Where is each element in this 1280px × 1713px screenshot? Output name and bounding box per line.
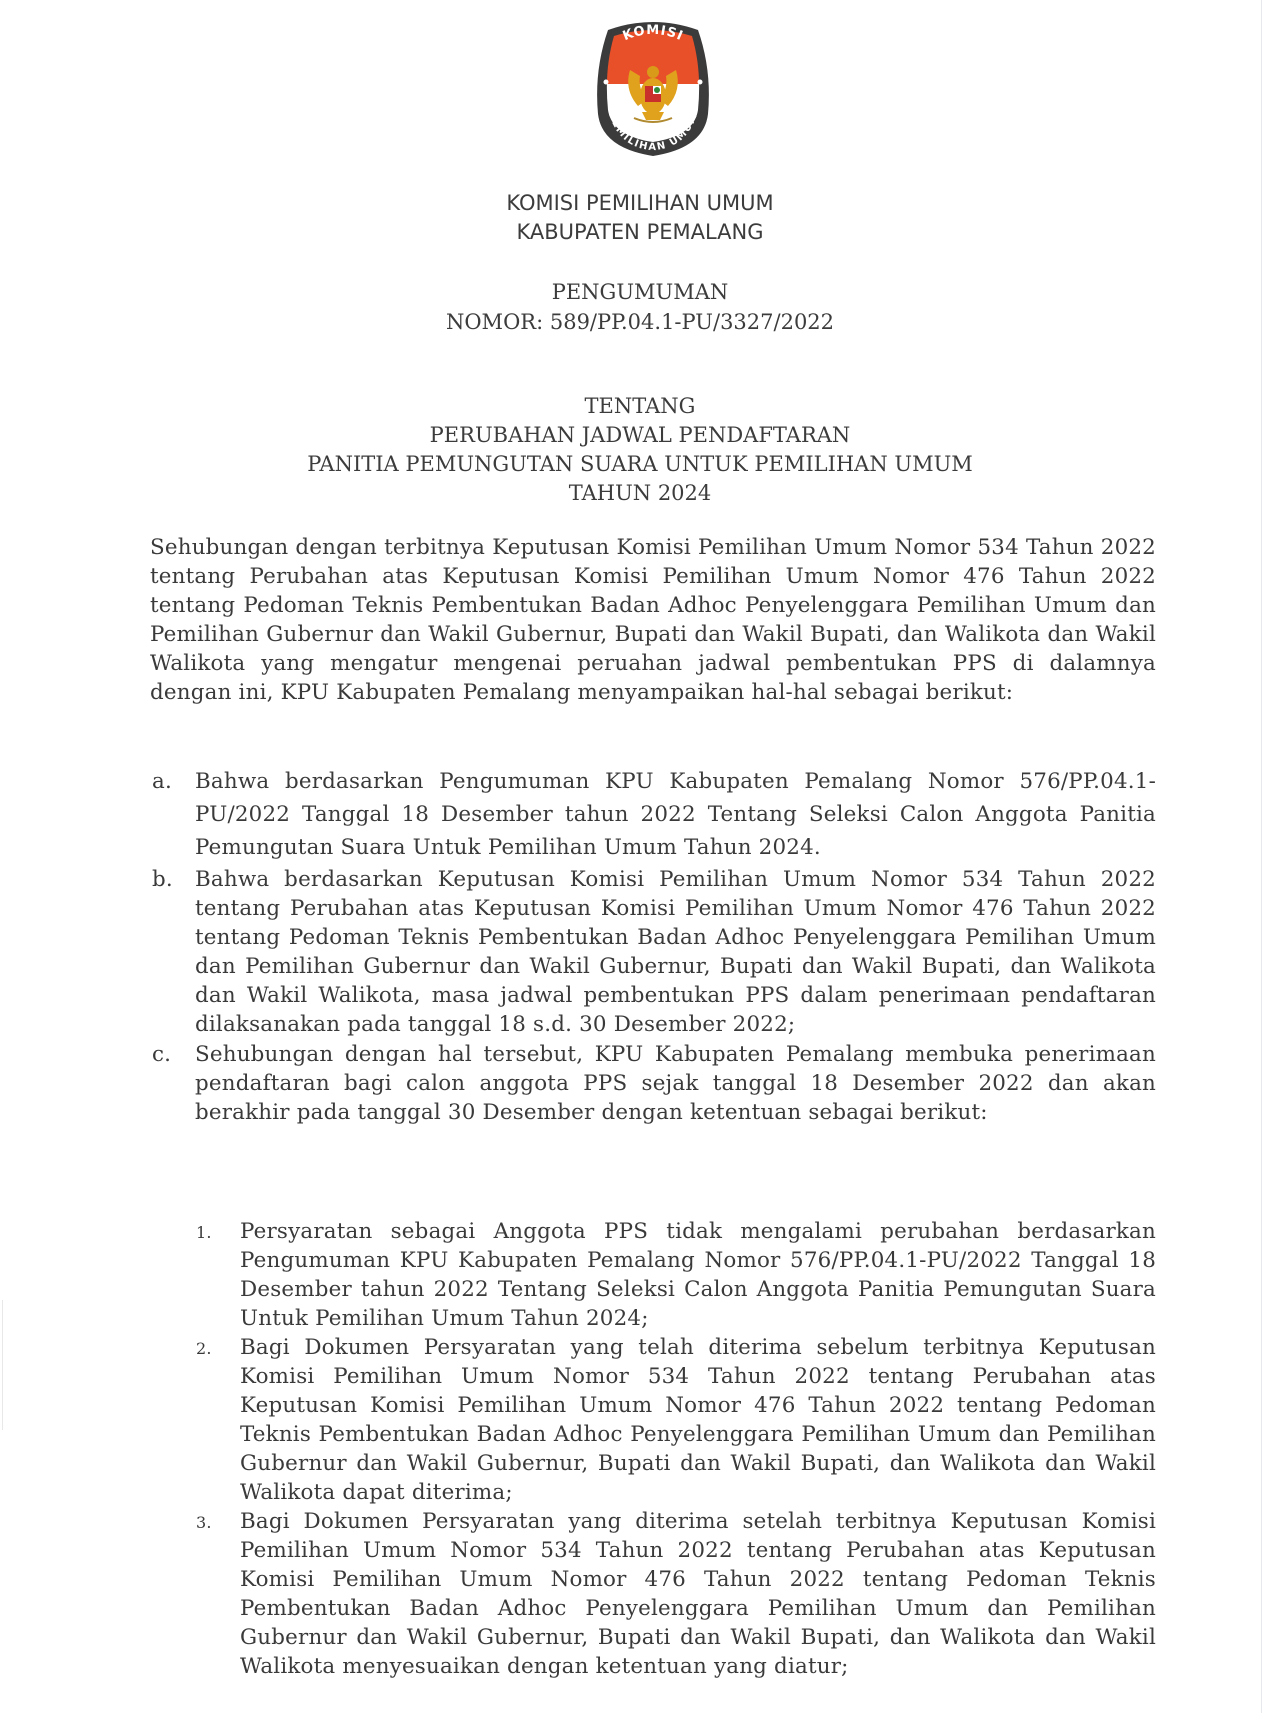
document-number: NOMOR: 589/PP.04.1-PU/3327/2022 bbox=[445, 310, 835, 334]
list-item bbox=[196, 1333, 1156, 1507]
list-item-text: Bahwa berdasarkan Pengumuman KPU Kabupaten Pemalang Nomor 576/PP.04.1-PU/2022 Tanggal 18 Desember tahun 2022 Tentang Seleksi Calon Anggota Panitia Pemungutan Suara Untuk Pemilihan Umum Tahun 2024. bbox=[195, 769, 1156, 860]
scan-edge-line-left bbox=[2, 1300, 3, 1430]
list-marker: 3. bbox=[196, 1513, 212, 1532]
org-regency: KABUPATEN PEMALANG bbox=[516, 220, 764, 244]
list-item bbox=[150, 1040, 1156, 1127]
list-marker: a. bbox=[152, 769, 172, 794]
document-type: PENGUMUMAN bbox=[551, 280, 729, 304]
list-item-text: Persyaratan sebagai Anggota PPS tidak mengalami perubahan berdasarkan Pengumuman KPU Kabupaten Pemalang Nomor 576/PP.04.1-PU/2022 Tanggal 18 Desember tahun 2022 Tentang Seleksi Calon Anggota Panitia Pemungutan Suara Untuk Pemilihan Umum Tahun 2024; bbox=[240, 1219, 1156, 1331]
list-marker: 1. bbox=[196, 1223, 212, 1242]
list-item bbox=[150, 765, 1156, 864]
list-item bbox=[196, 1217, 1156, 1333]
subject-line: PERUBAHAN JADWAL PENDAFTARAN bbox=[429, 423, 851, 447]
list-item bbox=[150, 865, 1156, 1039]
org-name: KOMISI PEMILIHAN UMUM bbox=[506, 191, 774, 215]
list-marker: c. bbox=[152, 1042, 172, 1067]
subject-line: TAHUN 2024 bbox=[568, 481, 712, 505]
announcement-heading bbox=[0, 277, 1280, 337]
scan-edge-line bbox=[1261, 0, 1262, 1713]
list-item-text: Bagi Dokumen Persyaratan yang diterima setelah terbitnya Keputusan Komisi Pemilihan Umum Nomor 534 Tahun 2022 tentang Perubahan atas Keputusan Komisi Pemilihan Umum Nomor 476 Tahun 2022 tentang Pedoman Teknis Pembentukan Badan Adhoc Penyelenggara Pemilihan Umum dan Pemilihan Gubernur dan Wakil Gubernur, Bupati dan Wakil Bupati, dan Walikota dan Wakil Walikota menyesuaikan dengan ketentuan yang diatur; bbox=[240, 1509, 1156, 1679]
kpu-logo bbox=[594, 20, 712, 158]
list-item-text: Sehubungan dengan hal tersebut, KPU Kabupaten Pemalang membuka penerimaan pendaftaran bagi calon anggota PPS sejak tanggal 18 Desember 2022 dan akan berakhir pada tanggal 30 Desember dengan ketentuan sebagai berikut: bbox=[195, 1042, 1156, 1125]
list-item-text: Bahwa berdasarkan Keputusan Komisi Pemilihan Umum Nomor 534 Tahun 2022 tentang Perubahan atas Keputusan Komisi Pemilihan Umum Nomor 476 Tahun 2022 tentang Pedoman Teknis Pembentukan Badan Adhoc Penyelenggara Pemilihan Umum dan Pemilihan Gubernur dan Wakil Gubernur, Bupati dan Wakil Bupati, dan Walikota dan Wakil Walikota, masa jadwal pembentukan PPS dalam penerimaan pendaftaran dilaksanakan pada tanggal 18 s.d. 30 Desember 2022; bbox=[195, 867, 1156, 1037]
list-item-text: Bagi Dokumen Persyaratan yang telah diterima sebelum terbitnya Keputusan Komisi Pemilihan Umum Nomor 534 Tahun 2022 tentang Perubahan atas Keputusan Komisi Pemilihan Umum Nomor 476 Tahun 2022 tentang Pedoman Teknis Pembentukan Badan Adhoc Penyelenggara Pemilihan Umum dan Pemilihan Gubernur dan Wakil Gubernur, Bupati dan Wakil Bupati, dan Walikota dan Wakil Walikota dapat diterima; bbox=[240, 1335, 1156, 1505]
lettered-points bbox=[150, 765, 1156, 1127]
intro-paragraph: Sehubungan dengan terbitnya Keputusan Komisi Pemilihan Umum Nomor 534 Tahun 2022 tentang Perubahan atas Keputusan Komisi Pemilihan Umum Nomor 476 Tahun 2022 tentang Pedoman Teknis Pembentukan Badan Adhoc Penyelenggara Pemilihan Umum dan Pemilihan Gubernur dan Wakil Gubernur, Bupati dan Wakil Bupati, dan Walikota dan Wakil Walikota yang mengatur mengenai peruahan jadwal pembentukan PPS di dalamnya dengan ini, KPU Kabupaten Pemalang menyampaikan hal-hal sebagai berikut: bbox=[150, 535, 1156, 705]
svg-text:PEMILIHAN UMUM: PEMILIHAN UMUM bbox=[605, 110, 701, 154]
subject-label: TENTANG bbox=[584, 394, 696, 418]
list-marker: b. bbox=[152, 867, 173, 892]
numbered-provisions bbox=[196, 1217, 1156, 1681]
subject-block bbox=[0, 392, 1280, 508]
list-item bbox=[196, 1507, 1156, 1681]
subject-line: PANITIA PEMUNGUTAN SUARA UNTUK PEMILIHAN UMUM bbox=[307, 452, 973, 476]
svg-text:KOMISI: KOMISI bbox=[620, 22, 686, 45]
organization-header bbox=[0, 189, 1280, 247]
list-marker: 2. bbox=[196, 1339, 212, 1358]
